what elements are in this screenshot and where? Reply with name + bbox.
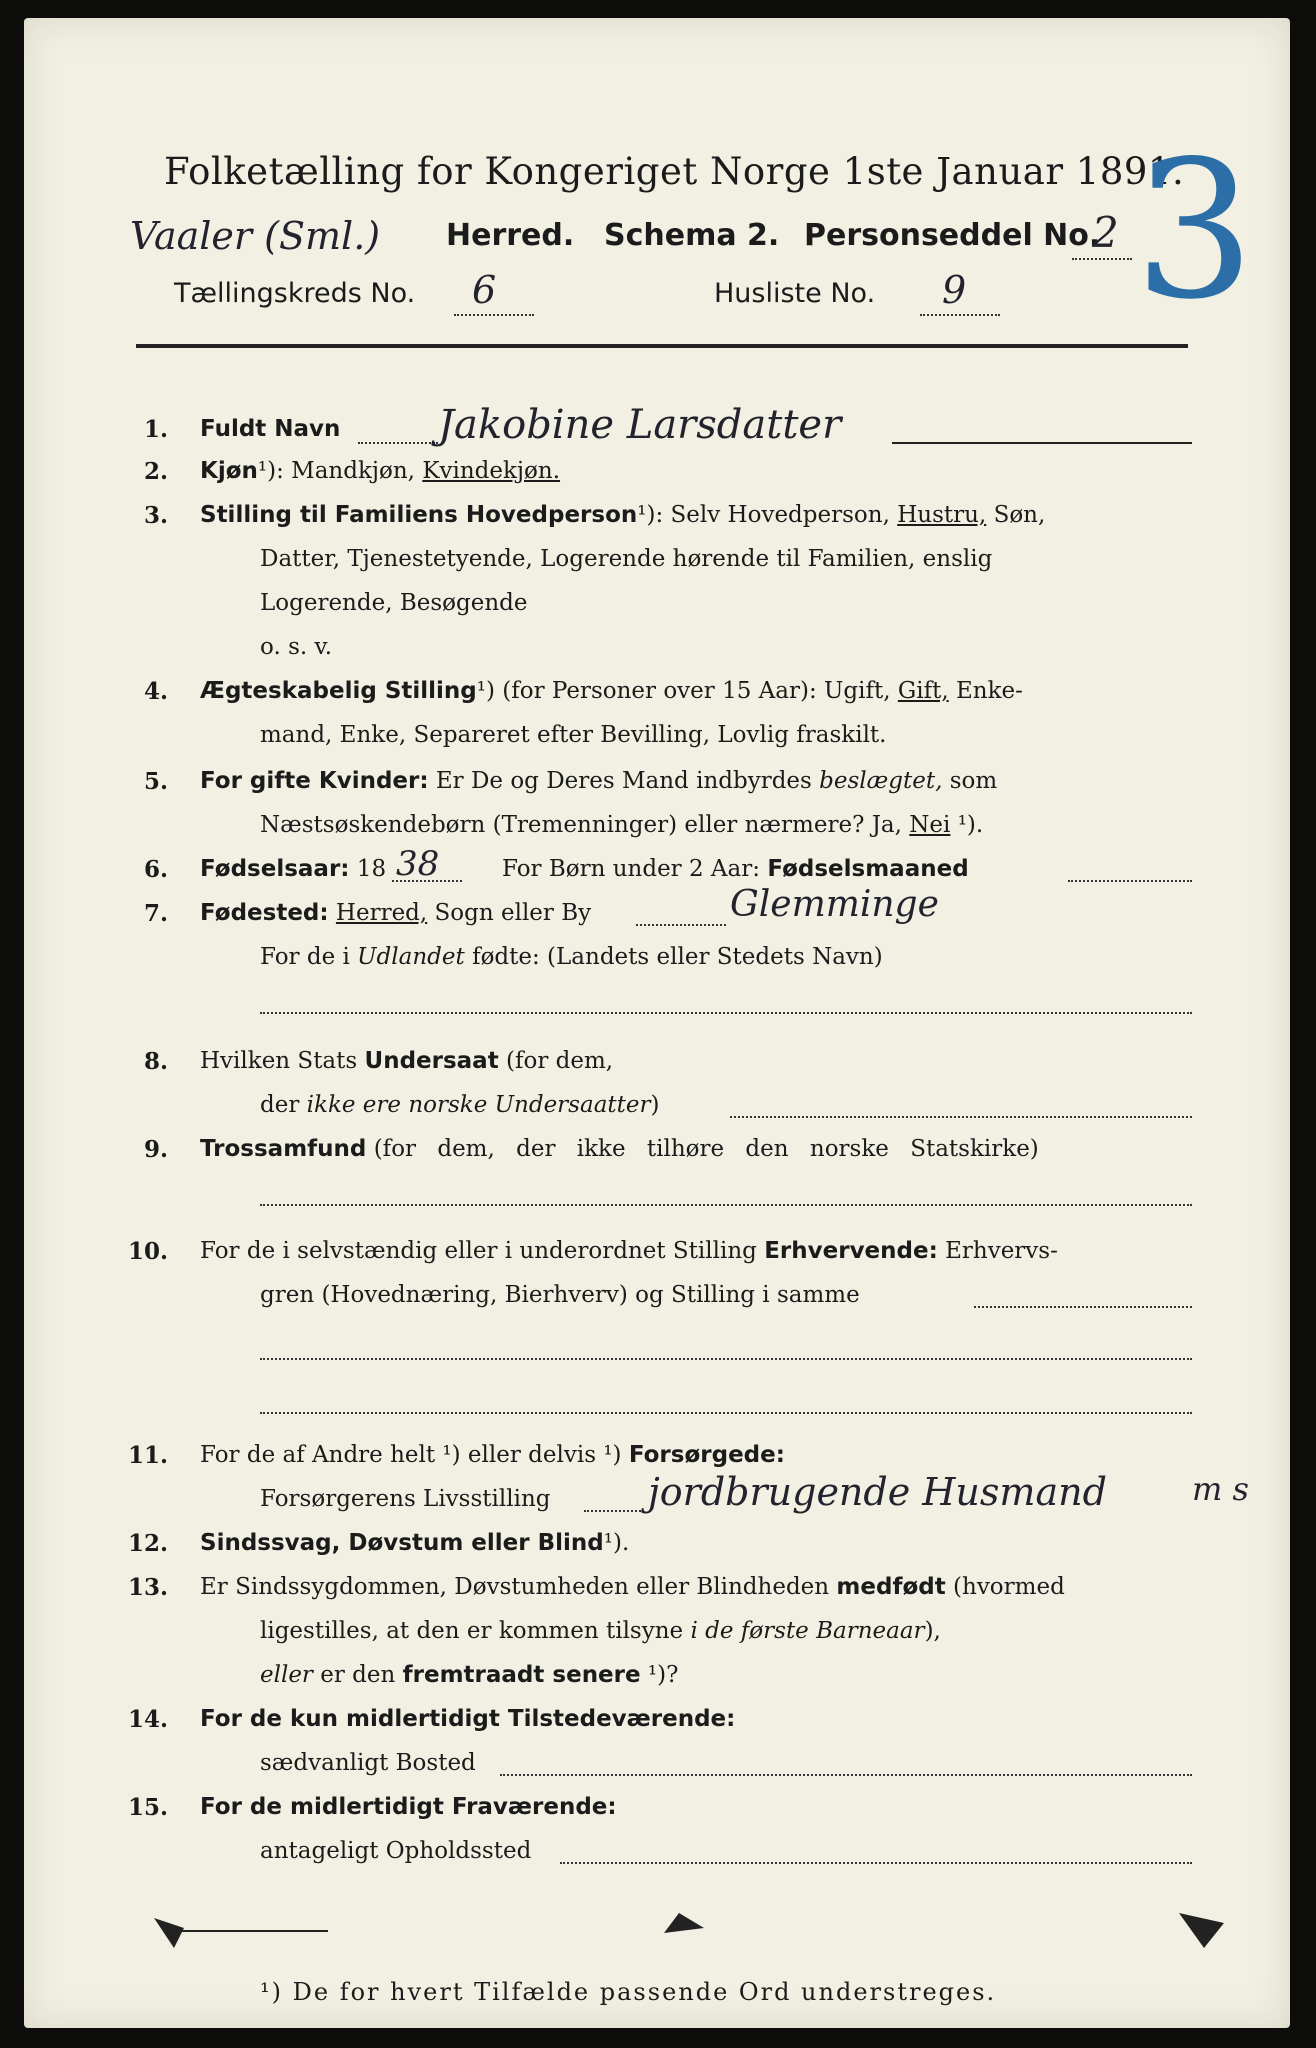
text-segment: Udlandet (357, 944, 465, 970)
item-number: 4. (143, 678, 168, 705)
text-line: Datter, Tjenestetyende, Logerende hørende til Familien, enslig (260, 546, 993, 572)
option-mandkjon: Mandkjøn, (291, 458, 415, 484)
option-nei: Nei (909, 812, 951, 838)
text-line: mand, Enke, Separeret efter Bevilling, Lovlig fraskilt. (260, 722, 887, 748)
text-line: antageligt Opholdssted (260, 1838, 532, 1864)
year-prefix: 18 (356, 856, 387, 882)
birthplace-value: Glemminge (730, 884, 939, 925)
tallingskreds-number: 6 (472, 268, 497, 312)
item-number: 10. (127, 1238, 168, 1265)
text-segment: Hvilken Stats (200, 1048, 358, 1074)
margin-note: m s (1192, 1470, 1249, 1508)
item-label-kjon: Kjøn (200, 458, 258, 484)
text-segment: (hvormed (953, 1574, 1065, 1600)
item-number: 6. (143, 856, 168, 883)
item-label-fodselsaar: Fødselsaar: (200, 856, 350, 882)
text-segment: ¹). (957, 812, 984, 838)
corner-mark-icon (144, 1898, 204, 1958)
text-segment: i de første Barneaar (690, 1618, 925, 1644)
footnote: ¹) De for hvert Tilfælde passende Ord understreges. (260, 1978, 997, 2006)
census-form-sheet: Folketælling for Kongeriget Norge 1ste Januar 1891. Vaaler (Sml.) Herred. Schema 2. Personseddel No. 2 Tællingskreds No. 6 Husliste No. 9 3 1. Fuldt Navn Jakobine Larsdatter 2. Kjøn¹): Mandkjøn, Kvindekjøn. 3. Stilling til Familiens Hovedperson¹): Selv Hovedperson, Hustru, Søn, Datter, Tjenestetyende, Logerende hørende til Familien, enslig Logerende, Besøgende o. s. v. 4. Ægteskabelig Stilling¹) (for Personer over 15 Aar): Ugift, Gift, Enke- mand, Enke, Separeret efter Bevilling, Lovlig fraskilt. 5. For gifte Kvinder: Er De og Deres Mand indbyrdes beslægtet, som Næstsøskendebørn (Tremenninger) eller nærmere? Ja, Nei ¹). 6. Fødselsaar: 18 38 For Børn under 2 Aar: Fødselsmaaned 7. Fødested: Herred, Sogn eller By Glemminge For de i Udlandet fødte: (Landets eller Stedets Navn) 8. Hvilken Stats Undersaat (for dem, der ikke ere norske Undersaatter) 9. Trossamfund (for dem, der ikke tilhøre den norske Statskirke) 10. For de i selvstændig eller i underordnet Stilling Erhvervende: Erhvervs- gren (Hovednæring, Bierhverv) og Stilling i samme 11. For de af Andre helt ¹) eller delvis ¹) Forsørgede: Forsørgerens Livsstilling jordbrugende Husmand m s 12. Sindssvag, Døvstum eller Blind¹). 13. Er Sindssygdommen, Døvstumheden eller Blindheden medfødt (hvormed ligestilles, at den er kommen tilsyne i de første Barneaar), eller er den fremtraadt senere ¹)? 14. For de kun midlertidigt Tilstedeværende: sædvanligt Bosted 15. For de midlertidigt Fraværende: antageligt Opholdssted ¹) De for hvert Tilfælde passende Ord understreges. (24, 18, 1290, 2028)
text-segment: Er De og Deres Mand indbyrdes (435, 768, 812, 794)
item-label-aegteskabelig: Ægteskabelig Stilling (200, 678, 477, 704)
tallingskreds-label: Tællingskreds No. (174, 278, 416, 309)
text-line: o. s. v. (260, 634, 333, 660)
item-number: 2. (143, 458, 168, 485)
item-label-undersaat: Undersaat (364, 1048, 499, 1074)
personseddel-number: 2 (1092, 208, 1119, 257)
text-segment: For Børn under 2 Aar: (502, 856, 760, 882)
item-label-fodested: Fødested: (200, 900, 329, 926)
item-label-stilling: Stilling til Familiens Hovedperson (200, 502, 638, 528)
herred-label: Herred. (446, 218, 575, 253)
item-label-sindssvag: Sindssvag, Døvstum eller Blind (200, 1530, 604, 1556)
text-segment: Enke- (955, 678, 1023, 704)
husliste-label: Husliste No. (714, 278, 876, 309)
text-line: sædvanligt Bosted (260, 1750, 476, 1776)
item-label-medfodt: medfødt (836, 1574, 946, 1600)
text-segment: ), (924, 1618, 941, 1644)
text-segment: er den (320, 1662, 396, 1688)
item-label-forsorgede: Forsørgede: (628, 1442, 785, 1468)
item-number: 11. (127, 1442, 168, 1469)
text-segment: beslægtet, (819, 768, 943, 794)
text-segment: ligestilles, at den er kommen tilsyne (260, 1618, 684, 1644)
item-label-fremtraadt: fremtraadt senere (402, 1662, 641, 1688)
item-number: 5. (143, 768, 168, 795)
corner-mark-icon (1174, 1898, 1234, 1958)
personseddel-label: Personseddel No. (804, 218, 1101, 253)
provider-occupation-value: jordbrugende Husmand (648, 1470, 1107, 1514)
item-number: 7. (143, 900, 168, 927)
text-segment: Erhvervs- (945, 1238, 1058, 1264)
text-segment: For de i selvstændig eller i underordnet Stilling (200, 1238, 757, 1264)
text-segment: ikke ere norske Undersaatter (306, 1092, 651, 1118)
item-number: 13. (127, 1574, 168, 1601)
form-title: Folketælling for Kongeriget Norge 1ste Januar 1891. (164, 150, 1185, 193)
text-segment: (for dem, der ikke tilhøre den norske Statskirke) (373, 1136, 1039, 1162)
birth-year-value: 38 (396, 844, 440, 884)
footnote-mark: ¹): (257, 458, 284, 484)
option-gift: Gift, (897, 678, 949, 704)
schema-label: Schema 2. (604, 218, 780, 253)
corner-mark-icon (654, 1898, 714, 1958)
footnote-mark: ¹). (603, 1530, 630, 1556)
husliste-number: 9 (942, 268, 967, 312)
name-value: Jakobine Larsdatter (438, 402, 842, 448)
item-number: 9. (143, 1136, 168, 1163)
item-label-gifte-kvinder: For gifte Kvinder: (200, 768, 429, 794)
item-label-tilstedevaerende: For de kun midlertidigt Tilstedeværende: (200, 1706, 736, 1732)
option-kvindekjon: Kvindekjøn. (422, 458, 561, 484)
margin-number: 3 (1134, 120, 1255, 341)
text-segment: fødte: (Landets eller Stedets Navn) (472, 944, 883, 970)
item-label-fravaerende: For de midlertidigt Fraværende: (200, 1794, 617, 1820)
item-number: 15. (127, 1794, 168, 1821)
item-number: 3. (143, 502, 168, 529)
text-segment: For de i (260, 944, 350, 970)
herred-handwritten: Vaaler (Sml.) (130, 214, 381, 258)
item-label-erhvervende: Erhvervende: (764, 1238, 938, 1264)
text-segment: ¹) (for Personer over 15 Aar): Ugift, (476, 678, 891, 704)
text-line: Forsørgerens Livsstilling (260, 1486, 551, 1512)
text-line: gren (Hovednæring, Bierhverv) og Stilling i samme (260, 1282, 860, 1308)
item-number: 12. (127, 1530, 168, 1557)
text-line: Logerende, Besøgende (260, 590, 528, 616)
item-number: 14. (127, 1706, 168, 1733)
item-number: 8. (143, 1048, 168, 1075)
item-label-trossamfund: Trossamfund (200, 1136, 367, 1162)
text-segment: ¹): Selv Hovedperson, (637, 502, 890, 528)
text-segment: der (260, 1092, 300, 1118)
option-hustru: Hustru, (897, 502, 987, 528)
text-segment: som (949, 768, 998, 794)
item-label-fodselsmaaned: Fødselsmaaned (767, 856, 969, 882)
text-segment: For de af Andre helt ¹) eller delvis ¹) (200, 1442, 622, 1468)
text-segment: Sogn eller By (434, 900, 592, 926)
text-segment: ¹)? (647, 1662, 679, 1688)
text-segment: (for dem, (506, 1048, 614, 1074)
text-segment: Næstsøskendebørn (Tremenninger) eller nærmere? Ja, (260, 812, 902, 838)
text-segment: eller (260, 1662, 313, 1688)
item-number: 1. (143, 416, 168, 443)
text-segment: Søn, (993, 502, 1046, 528)
header-rule (136, 344, 1188, 348)
text-segment: Er Sindssygdommen, Døvstumheden eller Blindheden (200, 1574, 830, 1600)
item-label-fuldt-navn: Fuldt Navn (200, 416, 341, 442)
option-herred: Herred, (335, 900, 428, 926)
